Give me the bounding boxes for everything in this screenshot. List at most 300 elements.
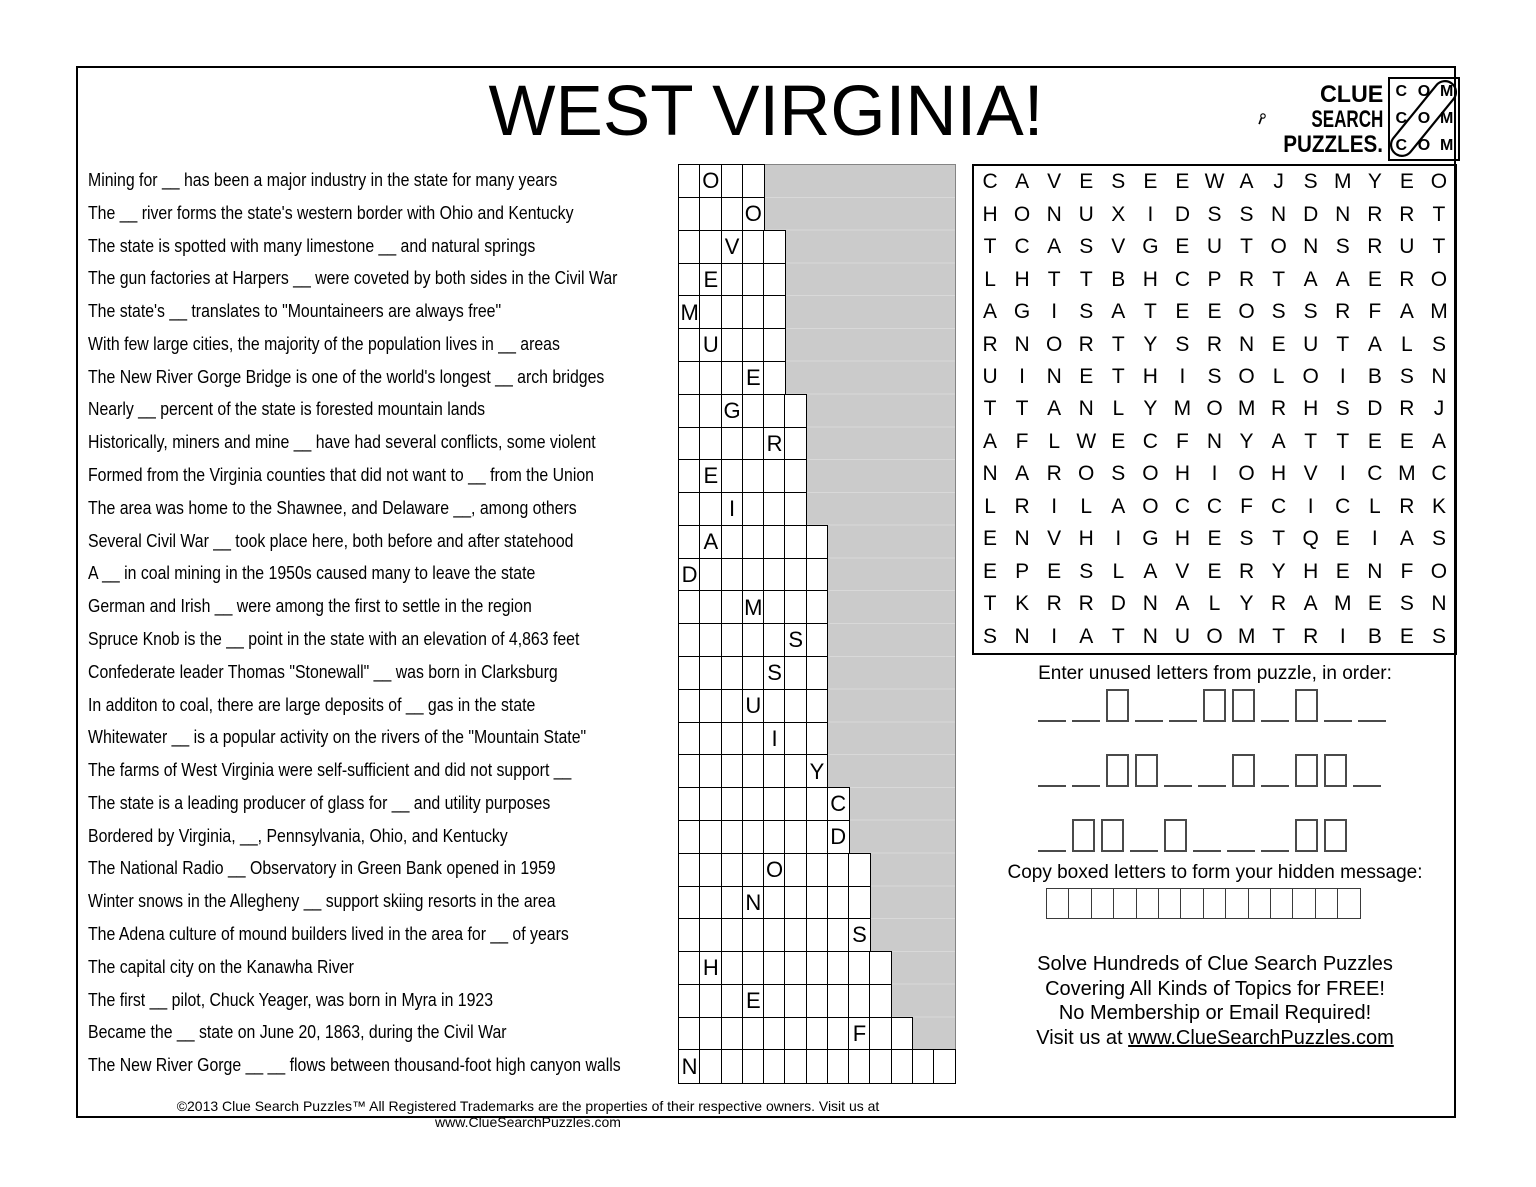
wordsearch-letter: A [1335, 267, 1350, 291]
crossword-cell [763, 295, 786, 329]
clue-item: With few large cities, the majority of the population lives in __ areas [88, 333, 560, 354]
crossword-cell [784, 558, 807, 592]
crossword-cell [699, 853, 722, 887]
crossword-cell [933, 1049, 956, 1083]
crossword-cell [742, 558, 765, 592]
wordsearch-letter: A [1303, 267, 1318, 291]
crossword-cell: E [742, 361, 765, 395]
wordsearch-letter: O [1142, 462, 1159, 486]
crossword-cell: I [721, 492, 744, 526]
crossword-cell: G [721, 394, 744, 428]
wordsearch-letter: T [1272, 624, 1286, 648]
wordsearch-letter: S [1335, 397, 1350, 421]
crossword-cell [742, 787, 765, 821]
wordsearch-letter: I [1339, 462, 1346, 486]
crossword-cell [699, 984, 722, 1018]
letter-blank-slot [1358, 720, 1386, 722]
crossword-cell [699, 558, 722, 592]
wordsearch-letter: A [1271, 429, 1286, 453]
letter-box-slot [1164, 819, 1187, 852]
wordsearch-letter: E [1207, 527, 1222, 551]
wordsearch-letter: E [1207, 559, 1222, 583]
crossword-cell [763, 394, 786, 428]
wordsearch-letter: E [1367, 429, 1382, 453]
crossword-cell [678, 722, 701, 756]
wordsearch-letter: I [1115, 527, 1122, 551]
crossword-cell [721, 951, 744, 985]
wordsearch-letter: T [1111, 332, 1125, 356]
wordsearch-letter: L [984, 494, 996, 518]
wordsearch-letter: M [1334, 592, 1352, 616]
crossword-cell [763, 984, 786, 1018]
wordsearch-letter: S [983, 624, 998, 648]
wordsearch-letter: R [1303, 624, 1319, 648]
hidden-message-cell [1136, 888, 1160, 919]
wordsearch-letter: E [983, 527, 998, 551]
crossword-cell [784, 394, 807, 428]
wordsearch-letter: P [1015, 559, 1030, 583]
wordsearch-letter: S [1303, 170, 1318, 194]
wordsearch-letter: R [1399, 202, 1415, 226]
crossword-cell [806, 1017, 829, 1051]
crossword-cell [742, 263, 765, 297]
crossword-cell [806, 689, 829, 723]
crossword-cell [699, 722, 722, 756]
crossword-cell [678, 427, 701, 461]
clue-item: The gun factories at Harpers __ were coveted by both sides in the Civil War [88, 268, 618, 289]
letter-blank-slot [1072, 720, 1100, 722]
wordsearch-letter: P [1207, 267, 1222, 291]
wordsearch-letter: E [1111, 429, 1126, 453]
letter-blank-slot [1198, 785, 1226, 787]
hidden-message-cell [1292, 888, 1316, 919]
letter-box-slot [1295, 689, 1318, 722]
crossword-cell [763, 689, 786, 723]
crossword-cell [763, 754, 786, 788]
crossword-cell [763, 492, 786, 526]
crossword-cell [784, 951, 807, 985]
crossword-cell [763, 525, 786, 559]
wordsearch-letter: L [1048, 429, 1060, 453]
crossword-cell [763, 918, 786, 952]
crossword-cell [678, 656, 701, 690]
crossword-cell [784, 525, 807, 559]
crossword-cell [742, 754, 765, 788]
crossword-cell [721, 820, 744, 854]
crossword-cell [721, 295, 744, 329]
wordsearch-letter: C [1335, 494, 1351, 518]
wordsearch-letter: F [1368, 300, 1382, 324]
crossword-cell [678, 164, 701, 198]
wordsearch-letter: H [1271, 462, 1287, 486]
wordsearch-letter: V [1111, 235, 1126, 259]
wordsearch-letter: A [983, 300, 998, 324]
wordsearch-letter: Y [1239, 429, 1254, 453]
crossword-cell: S [763, 656, 786, 690]
wordsearch-letter: C [1142, 429, 1158, 453]
wordsearch-letter: H [1078, 527, 1094, 551]
crossword-cell [806, 1049, 829, 1083]
crossword-cell [784, 886, 807, 920]
crossword-cell [699, 361, 722, 395]
hidden-message-cell [1203, 888, 1227, 919]
wordsearch-letter: U [1206, 235, 1223, 259]
wordsearch-letter: S [1431, 624, 1446, 648]
crossword-cell [806, 525, 829, 559]
crossword-cell [827, 1017, 850, 1051]
wordsearch-letter: O [1013, 202, 1031, 226]
wordsearch-letter: T [1143, 300, 1157, 324]
wordsearch-letter: I [1307, 494, 1314, 518]
crossword-cell [742, 492, 765, 526]
com-capsule-icon [1390, 79, 1457, 158]
wordsearch-letter: G [1142, 235, 1159, 259]
crossword-cell [869, 1049, 892, 1083]
wordsearch-letter: N [1431, 365, 1447, 389]
wordsearch-letter: T [1336, 429, 1350, 453]
crossword-cell: R [763, 427, 786, 461]
wordsearch-letter: T [1304, 429, 1318, 453]
crossword-cell: O [699, 164, 722, 198]
crossword-grid [678, 164, 956, 1084]
crossword-cell [742, 623, 765, 657]
wordsearch-letter: D [1110, 592, 1126, 616]
wordsearch-grid [972, 164, 1457, 655]
crossword-cell [742, 918, 765, 952]
wordsearch-letter: B [1367, 365, 1382, 389]
crossword-cell [763, 1049, 786, 1083]
wordsearch-letter: W [1204, 170, 1225, 194]
crossword-cell: N [742, 886, 765, 920]
wordsearch-letter: R [1046, 462, 1062, 486]
wordsearch-letter: E [1175, 300, 1190, 324]
unused-letters-heading: Enter unused letters from puzzle, in order: [1038, 663, 1392, 684]
crossword-cell [678, 918, 701, 952]
wordsearch-letter: M [1173, 397, 1192, 421]
wordsearch-letter: O [1430, 170, 1448, 194]
crossword-cell [721, 459, 744, 493]
crossword-cell [763, 787, 786, 821]
crossword-cell [806, 820, 829, 854]
wordsearch-letter: H [1174, 462, 1190, 486]
footer-text: ©2013 Clue Search Puzzles™ All Registered Trademarks are the properties of their respective owners. Visit us at www.ClueSearchPuzzles.com [176, 1098, 880, 1130]
wordsearch-letter: Q [1302, 527, 1319, 551]
promo-line-3: No Membership or Email Required! [1058, 1002, 1372, 1024]
letter-blank-slot [1261, 850, 1289, 852]
wordsearch-letter: O [1270, 235, 1287, 259]
crossword-cell [806, 656, 829, 690]
hidden-message-cell [1248, 888, 1272, 919]
crossword-cell [721, 918, 744, 952]
letter-blank-slot [1130, 850, 1158, 852]
crossword-cell [869, 984, 892, 1018]
wordsearch-letter: R [1206, 332, 1223, 356]
wordsearch-letter: I [1211, 462, 1218, 486]
letter-box-slot [1106, 754, 1129, 787]
crossword-cell [699, 754, 722, 788]
wordsearch-letter: O [1238, 462, 1255, 486]
crossword-cell [721, 590, 744, 624]
logo-word-clue: CLUE [1319, 80, 1383, 108]
wordsearch-letter: R [1238, 559, 1255, 583]
wordsearch-letter: E [1399, 624, 1414, 648]
crossword-cell [742, 1017, 765, 1051]
wordsearch-letter: M [1430, 300, 1448, 324]
clue-item: Formed from the Virginia counties that did not want to __ from the Union [88, 465, 594, 486]
wordsearch-letter: S [1239, 202, 1254, 226]
puzzle-page [76, 66, 1456, 1130]
letter-box-slot [1106, 689, 1129, 722]
crossword-cell: Y [806, 754, 829, 788]
wordsearch-letter: U [982, 365, 998, 389]
promo-line-2: Covering All Kinds of Topics for FREE! [1045, 977, 1385, 1000]
crossword-cell [721, 427, 744, 461]
crossword-cell [869, 1017, 892, 1051]
wordsearch-letter: R [1367, 202, 1383, 226]
crossword-cell [721, 853, 744, 887]
crossword-cell [848, 853, 871, 887]
promo-site-link: www.ClueSearchPuzzles.com [1128, 1026, 1394, 1049]
crossword-cell [763, 230, 786, 264]
wordsearch-letter: S [1111, 170, 1126, 194]
wordsearch-letter: L [1080, 494, 1093, 518]
wordsearch-letter: A [1239, 170, 1254, 194]
crossword-cell [721, 689, 744, 723]
wordsearch-letter: N [1142, 592, 1158, 616]
wordsearch-letter: X [1111, 202, 1126, 226]
unused-letters-row-2 [1038, 751, 1381, 787]
logo-com-letter: M [1439, 109, 1454, 127]
wordsearch-letter: D [1174, 202, 1190, 226]
crossword-cell [699, 197, 722, 231]
crossword-cell [784, 590, 807, 624]
crossword-cell [742, 951, 765, 985]
crossword-cell [763, 1017, 786, 1051]
letter-box-slot [1324, 819, 1347, 852]
crossword-cell [699, 394, 722, 428]
crossword-cell: D [827, 820, 850, 854]
wordsearch-letter: I [1051, 300, 1058, 324]
wordsearch-letter: I [1179, 365, 1186, 389]
wordsearch-letter: Y [1271, 559, 1286, 583]
crossword-cell [699, 492, 722, 526]
crossword-cell [763, 590, 786, 624]
hidden-message-cell [1270, 888, 1294, 919]
letter-box-slot [1232, 754, 1255, 787]
wordsearch-letter: O [1430, 267, 1448, 291]
clue-item: Nearly __ percent of the state is forested mountain lands [88, 399, 486, 420]
wordsearch-letter: I [1147, 202, 1154, 226]
wordsearch-letter: A [983, 429, 998, 453]
logo-com-letter: M [1439, 83, 1454, 101]
wordsearch-letter: F [1400, 559, 1414, 583]
wordsearch-letter: H [1174, 527, 1190, 551]
crossword-cell [678, 1017, 701, 1051]
wordsearch-letter: H [1142, 365, 1158, 389]
crossword-cell [784, 656, 807, 690]
clue-item: The state's __ translates to "Mountaineers are always free" [88, 301, 502, 322]
wordsearch-letter: O [1206, 624, 1223, 648]
crossword-cell [806, 951, 829, 985]
crossword-cell [742, 656, 765, 690]
clue-item: Historically, miners and mine __ have had several conflicts, some violent [88, 432, 596, 453]
wordsearch-letter: G [1142, 527, 1159, 551]
wordsearch-letter: R [1078, 592, 1094, 616]
wordsearch-letter: E [1175, 170, 1190, 194]
crossword-cell [784, 754, 807, 788]
promo-text [972, 952, 1458, 1050]
letter-box-slot [1203, 689, 1226, 722]
clue-item: The New River Gorge Bridge is one of the world's longest __ arch bridges [88, 366, 605, 387]
letter-box-slot [1101, 819, 1124, 852]
wordsearch-letter: T [1111, 365, 1125, 389]
wordsearch-letter: T [983, 235, 997, 259]
wordsearch-letter: A [1047, 235, 1062, 259]
wordsearch-letter: V [1047, 527, 1062, 551]
wordsearch-letter: E [1047, 559, 1062, 583]
wordsearch-letter: L [1112, 397, 1125, 421]
clue-item: The Adena culture of mound builders lived in the area for __ of years [88, 923, 569, 944]
clue-item: German and Irish __ were among the first to settle in the region [88, 596, 532, 617]
crossword-cell [678, 623, 701, 657]
wordsearch-letter: R [1399, 267, 1415, 291]
crossword-cell [742, 164, 765, 198]
crossword-cell [806, 853, 829, 887]
wordsearch-letter: C [1174, 494, 1190, 518]
crossword-cell [678, 394, 701, 428]
crossword-cell [784, 722, 807, 756]
crossword-cell [806, 787, 829, 821]
hidden-message-cell [1068, 888, 1092, 919]
wordsearch-letter: A [1175, 592, 1190, 616]
unused-letters-row-1 [1038, 686, 1386, 722]
wordsearch-letter: N [1014, 624, 1030, 648]
letter-blank-slot [1038, 850, 1066, 852]
wordsearch-letter: E [1399, 170, 1414, 194]
wordsearch-letter: I [1051, 624, 1058, 648]
clue-item: The National Radio __ Observatory in Green Bank opened in 1959 [88, 858, 556, 879]
crossword-cell: E [742, 984, 765, 1018]
letter-blank-slot [1038, 720, 1066, 722]
crossword-cell: O [742, 197, 765, 231]
logo-com-letter: C [1395, 109, 1408, 127]
wordsearch-letter: B [1367, 624, 1382, 648]
crossword-cell [742, 525, 765, 559]
wordsearch-letter: M [1237, 624, 1256, 648]
crossword-cell [827, 886, 850, 920]
wordsearch-letter: S [1175, 332, 1190, 356]
hidden-message-heading: Copy boxed letters to form your hidden message: [1007, 862, 1423, 883]
clue-item: The New River Gorge __ __ flows between thousand-foot high canyon walls [88, 1055, 621, 1076]
wordsearch-letter: N [1014, 332, 1030, 356]
crossword-cell [742, 295, 765, 329]
crossword-cell [678, 197, 701, 231]
crossword-cell: C [827, 787, 850, 821]
crossword-cell [678, 492, 701, 526]
hidden-message-cell [1158, 888, 1182, 919]
crossword-cell [784, 1049, 807, 1083]
letter-blank-slot [1072, 785, 1100, 787]
wordsearch-letter: R [1238, 267, 1255, 291]
wordsearch-letter: L [1401, 332, 1413, 356]
wordsearch-letter: N [1431, 592, 1447, 616]
wordsearch-letter: R [1367, 235, 1383, 259]
wordsearch-letter: R [1046, 592, 1062, 616]
crossword-cell [699, 656, 722, 690]
hidden-message-cell [1113, 888, 1137, 919]
crossword-cell [784, 427, 807, 461]
crossword-cell [721, 984, 744, 1018]
crossword-cell: E [699, 459, 722, 493]
crossword-cell: M [678, 295, 701, 329]
wordsearch-letter: M [1237, 397, 1256, 421]
crossword-cell: I [763, 722, 786, 756]
crossword-cell [721, 886, 744, 920]
wordsearch-letter: O [1142, 494, 1159, 518]
clue-item: Whitewater __ is a popular activity on the rivers of the "Mountain State" [88, 727, 587, 748]
crossword-cell [678, 525, 701, 559]
wordsearch-letter: V [1175, 559, 1190, 583]
crossword-cell [721, 361, 744, 395]
magnifier-icon [1258, 76, 1266, 162]
wordsearch-letter: O [1302, 365, 1319, 389]
wordsearch-letter: H [982, 202, 998, 226]
promo-line-4 [972, 1026, 1458, 1051]
letter-blank-slot [1353, 785, 1381, 787]
crossword-cell [784, 492, 807, 526]
clue-item: The area was home to the Shawnee, and Delaware __, among others [88, 497, 577, 518]
crossword-cell [763, 623, 786, 657]
wordsearch-letter: N [982, 462, 998, 486]
wordsearch-letter: R [1335, 300, 1351, 324]
wordsearch-letter: S [1399, 365, 1414, 389]
crossword-cell [784, 820, 807, 854]
crossword-cell [827, 984, 850, 1018]
wordsearch-letter: A [1111, 494, 1126, 518]
wordsearch-letter: J [1433, 397, 1445, 421]
wordsearch-letter: K [1431, 494, 1446, 518]
wordsearch-letter: R [1271, 592, 1287, 616]
crossword-cell [699, 623, 722, 657]
wordsearch-letter: E [1143, 170, 1158, 194]
wordsearch-letter: T [1111, 624, 1125, 648]
wordsearch-letter: U [1399, 235, 1415, 259]
crossword-cell [742, 459, 765, 493]
crossword-cell [678, 590, 701, 624]
wordsearch-letter: U [1303, 332, 1319, 356]
crossword-cell [806, 590, 829, 624]
crossword-cell: S [784, 623, 807, 657]
wordsearch-letter: C [1431, 462, 1447, 486]
letter-blank-slot [1227, 850, 1255, 852]
crossword-cell [678, 754, 701, 788]
wordsearch-letter: L [984, 267, 996, 291]
crossword-cell [721, 623, 744, 657]
crossword-cell [806, 722, 829, 756]
wordsearch-letter: A [1399, 527, 1414, 551]
crossword-cell: H [699, 951, 722, 985]
letter-box-slot [1295, 819, 1318, 852]
wordsearch-letter: H [1303, 559, 1319, 583]
wordsearch-letter: S [1111, 462, 1126, 486]
wordsearch-letter: G [1013, 300, 1031, 324]
crossword-cell: E [699, 263, 722, 297]
crossword-cell [721, 722, 744, 756]
wordsearch-letter: E [1335, 559, 1350, 583]
logo-word-search: SEARCH [1311, 105, 1383, 133]
crossword-cell [721, 164, 744, 198]
crossword-cell [763, 361, 786, 395]
